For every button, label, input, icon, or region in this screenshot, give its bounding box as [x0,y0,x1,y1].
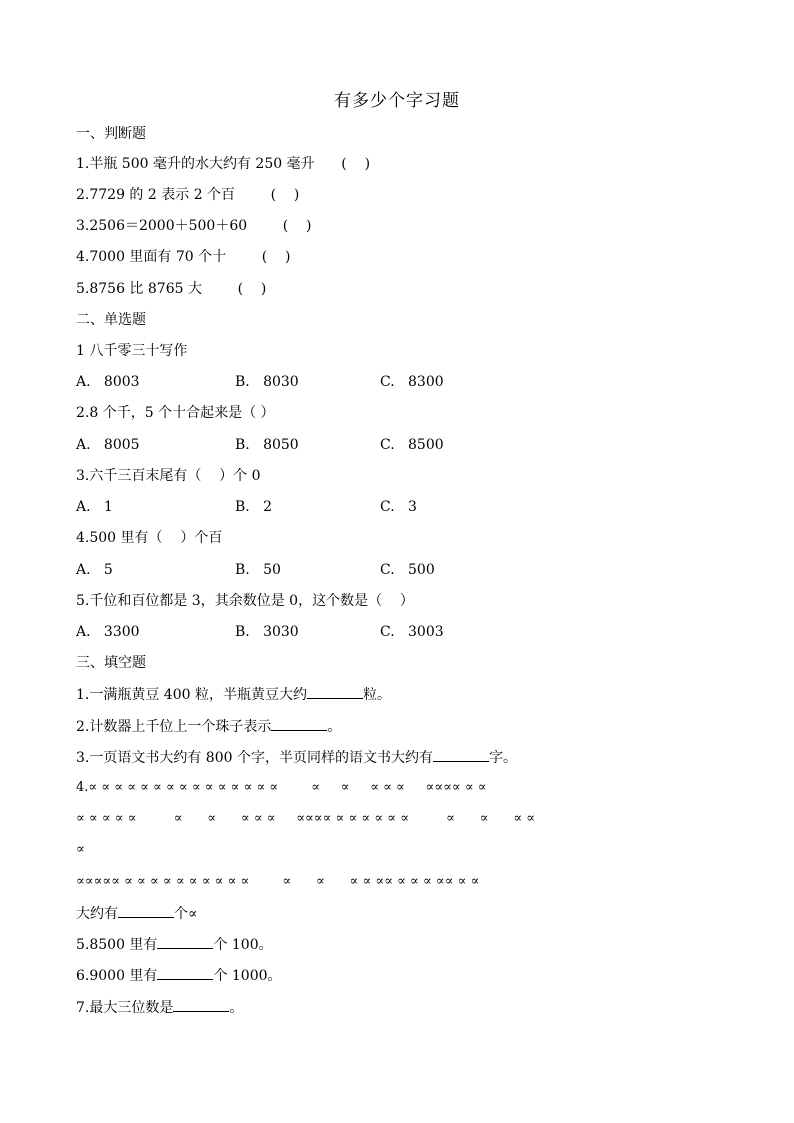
fill-question-5 [76,934,273,955]
section-heading-fill: 三、填空题 [76,655,146,671]
choice-question-5: 5.千位和百位都是 3，其余数位是 0，这个数是（ ） [76,593,414,609]
choice-5-option-a: A. 3300 [76,624,140,640]
judgment-question-1: 1.半瓶 500 毫升的水大约有 250 毫升 ( ) [76,156,371,172]
fill-7-text: 7.最大三位数是 [76,1000,174,1016]
section-heading-judgment: 一、判断题 [76,126,146,142]
fill-2-tail: 。 [327,719,342,735]
fill-3-tail: 字。 [488,750,517,766]
choice-1-option-b: B. 8030 [235,374,299,390]
choice-question-1: 1 八千零三十写作 [76,343,188,359]
fill-question-3 [76,747,517,768]
choice-2-option-b: B. 8050 [235,437,299,453]
fill-4-tail: 个∝ [174,906,198,922]
answer-blank [307,684,363,699]
answer-blank [157,965,213,980]
fill-question-4-answer [76,903,197,924]
fill-question-2 [76,716,341,737]
choice-2-option-c: C. 8500 [380,437,444,453]
choice-5-option-b: B. 3030 [235,624,299,640]
fill-question-7 [76,997,243,1018]
choice-4-option-b: B. 50 [235,562,281,578]
judgment-question-4: 4.7000 里面有 70 个十 ( ) [76,249,291,265]
answer-blank [157,934,213,949]
symbol-row-4: ∝∝∝∝∝ ∝ ∝ ∝ ∝ ∝ ∝ ∝ ∝ ∝ ∝ ∝ ∝ ∝ ∝ ∝∝ ∝ ∝ ∝ ∝∝ ∝ ∝ [76,874,480,889]
fill-question-6 [76,965,282,986]
judgment-question-5: 5.8756 比 8765 大 ( ) [76,281,267,297]
choice-4-option-c: C. 500 [380,562,435,578]
fill-1-text: 1.一满瓶黄豆 400 粒，半瓶黄豆大约 [76,687,307,703]
choice-2-option-a: A. 8005 [76,437,140,453]
answer-blank [118,903,174,918]
choice-5-option-c: C. 3003 [380,624,444,640]
fill-5-tail: 个 100。 [213,937,273,953]
choice-question-2: 2.8 个千，5 个十合起来是（ ） [76,405,275,421]
choice-3-option-b: B. 2 [235,499,272,515]
fill-5-text: 5.8500 里有 [76,937,158,953]
fill-6-text: 6.9000 里有 [76,968,158,984]
fill-7-tail: 。 [229,1000,244,1016]
fill-3-text: 3.一页语文书大约有 800 个字，半页同样的语文书大约有 [76,750,433,766]
choice-1-option-c: C. 8300 [380,374,444,390]
symbol-row-3: ∝ [76,842,85,857]
section-heading-choice: 二、单选题 [76,312,146,328]
symbol-row-1: 4.∝ ∝ ∝ ∝ ∝ ∝ ∝ ∝ ∝ ∝ ∝ ∝ ∝ ∝ ∝ ∝ ∝ ∝ ∝ ∝ ∝∝∝∝ ∝ ∝ [76,780,487,795]
choice-1-option-a: A. 8003 [76,374,140,390]
page-title: 有多少个字习题 [334,91,460,111]
fill-4-text: 大约有 [76,906,118,922]
choice-question-4: 4.500 里有（ ）个百 [76,530,223,546]
fill-1-tail: 粒。 [362,687,391,703]
fill-question-1 [76,684,391,705]
judgment-question-2: 2.7729 的 2 表示 2 个百 ( ) [76,187,300,203]
answer-blank [173,997,229,1012]
choice-question-3: 3.六千三百末尾有（ ）个 0 [76,468,261,484]
answer-blank [433,747,489,762]
symbol-row-2: ∝ ∝ ∝ ∝ ∝ ∝ ∝ ∝ ∝ ∝ ∝∝∝∝ ∝ ∝ ∝ ∝ ∝ ∝ ∝ ∝ ∝ ∝ [76,811,536,826]
choice-3-option-c: C. 3 [380,499,417,515]
choice-4-option-a: A. 5 [76,562,113,578]
choice-3-option-a: A. 1 [76,499,113,515]
answer-blank [271,716,327,731]
fill-6-tail: 个 1000。 [213,968,282,984]
fill-2-text: 2.计数器上千位上一个珠子表示 [76,719,272,735]
judgment-question-3: 3.2506＝2000＋500＋60 ( ) [76,218,312,234]
